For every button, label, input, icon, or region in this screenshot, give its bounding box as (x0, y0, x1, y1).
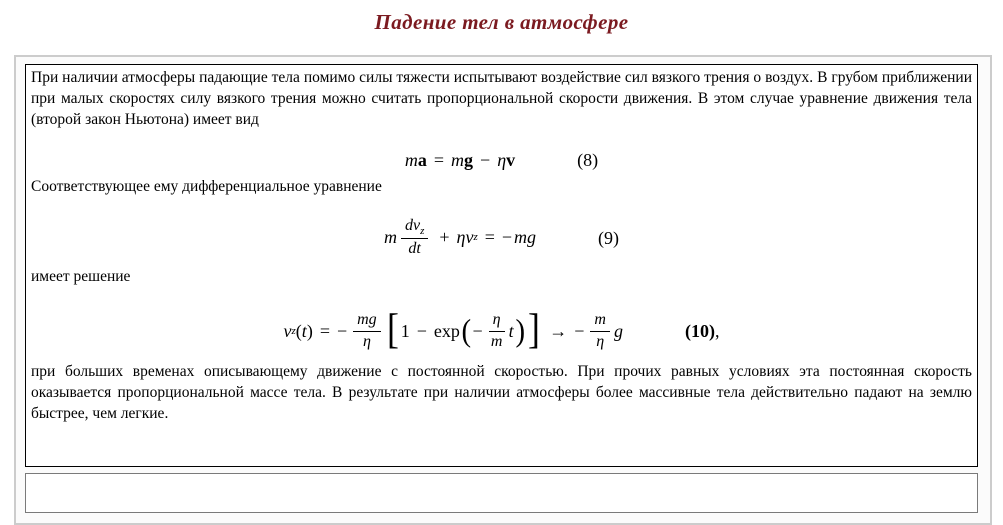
fraction-numerator (401, 217, 428, 239)
exp-function: exp (433, 320, 460, 341)
eq-token: m (404, 149, 418, 170)
eq-token: a (417, 149, 427, 170)
paragraph-solution-intro: имеет решение (31, 268, 131, 285)
fraction (489, 311, 505, 351)
equation-8 (31, 144, 972, 176)
eq-token: , (714, 320, 720, 341)
plus-sign: + (439, 227, 450, 248)
eq-token: η (456, 227, 466, 248)
next-section-box (25, 473, 978, 513)
paren: ( (295, 320, 302, 341)
equation-8-number: (8) (577, 149, 599, 170)
subscript: z (473, 231, 478, 244)
fraction (590, 311, 610, 351)
arrow-symbol: → (549, 320, 568, 341)
left-paren: ( (461, 312, 471, 349)
fraction (353, 311, 381, 351)
right-bracket: ] (528, 307, 541, 354)
eq-token: m (451, 149, 465, 170)
subscript: z (420, 225, 425, 238)
fraction-denominator: m (490, 332, 503, 350)
minus-sign: − (416, 320, 427, 341)
eq-token: v (506, 149, 516, 170)
paragraph-intro: При наличии атмосферы падающие тела помимо силы тяжести испытывают воздействие сил вязкого трения о воздух. В грубом приближении при малых скоростях силу вязкого трения можно считать пропорциональной скорости движения. В этом случае уравнение движения тела (второй закон Ньютона) имеет вид (31, 69, 972, 128)
left-bracket: [ (386, 307, 399, 354)
page-title: Падение тел в атмосфере (374, 10, 629, 34)
paren: ) (306, 320, 313, 341)
fraction-numerator: mg (353, 311, 381, 331)
subscript: z (291, 324, 296, 337)
paragraph-diff-eq: Соответствующее ему дифференциальное уравнение (31, 178, 382, 195)
eq-token: m (383, 227, 397, 248)
equation-9 (31, 210, 972, 266)
minus-sign: − (480, 149, 491, 170)
eq-token: dv (404, 217, 421, 235)
fraction-numerator: m (590, 311, 610, 331)
fraction-numerator: η (489, 311, 505, 331)
minus-sign: − (472, 320, 483, 341)
eq-token: 1 (400, 320, 410, 341)
right-paren: ) (515, 312, 525, 349)
paragraph-conclusion: при больших временах описывающему движение с постоянной скоростью. При прочих равных условиях эта постоянная скорость оказывается пропорциональной массе тела. В результате при наличии атмосферы более массивные тела действительно падают на землю быстрее, чем легкие. (31, 363, 972, 422)
eq-token: g (613, 320, 623, 341)
equation-10-formula (283, 307, 623, 354)
minus-sign: − (336, 320, 348, 341)
fraction-denominator: η (362, 332, 371, 350)
equation-10-number: (10) (684, 320, 715, 341)
fraction (401, 217, 428, 259)
equals-sign: = (433, 149, 445, 170)
eq-token: v (283, 320, 292, 341)
equals-sign: = (484, 227, 495, 248)
equation-10 (31, 301, 972, 361)
fraction-denominator: η (596, 332, 605, 350)
equation-9-number: (9) (598, 227, 620, 248)
fraction-denominator: dt (408, 240, 421, 258)
eq-token: v (465, 227, 474, 248)
eq-token: t (301, 320, 307, 341)
eq-token: mg (514, 227, 537, 248)
equation-9-formula (384, 217, 536, 259)
eq-token: t (508, 320, 514, 341)
content-box (25, 64, 978, 467)
minus-sign: − (574, 320, 585, 341)
eq-token: η (497, 149, 507, 170)
equation-8-formula (405, 150, 515, 171)
equals-sign: = (319, 320, 330, 341)
eq-token: g (464, 149, 474, 170)
minus-sign: − (501, 227, 513, 248)
